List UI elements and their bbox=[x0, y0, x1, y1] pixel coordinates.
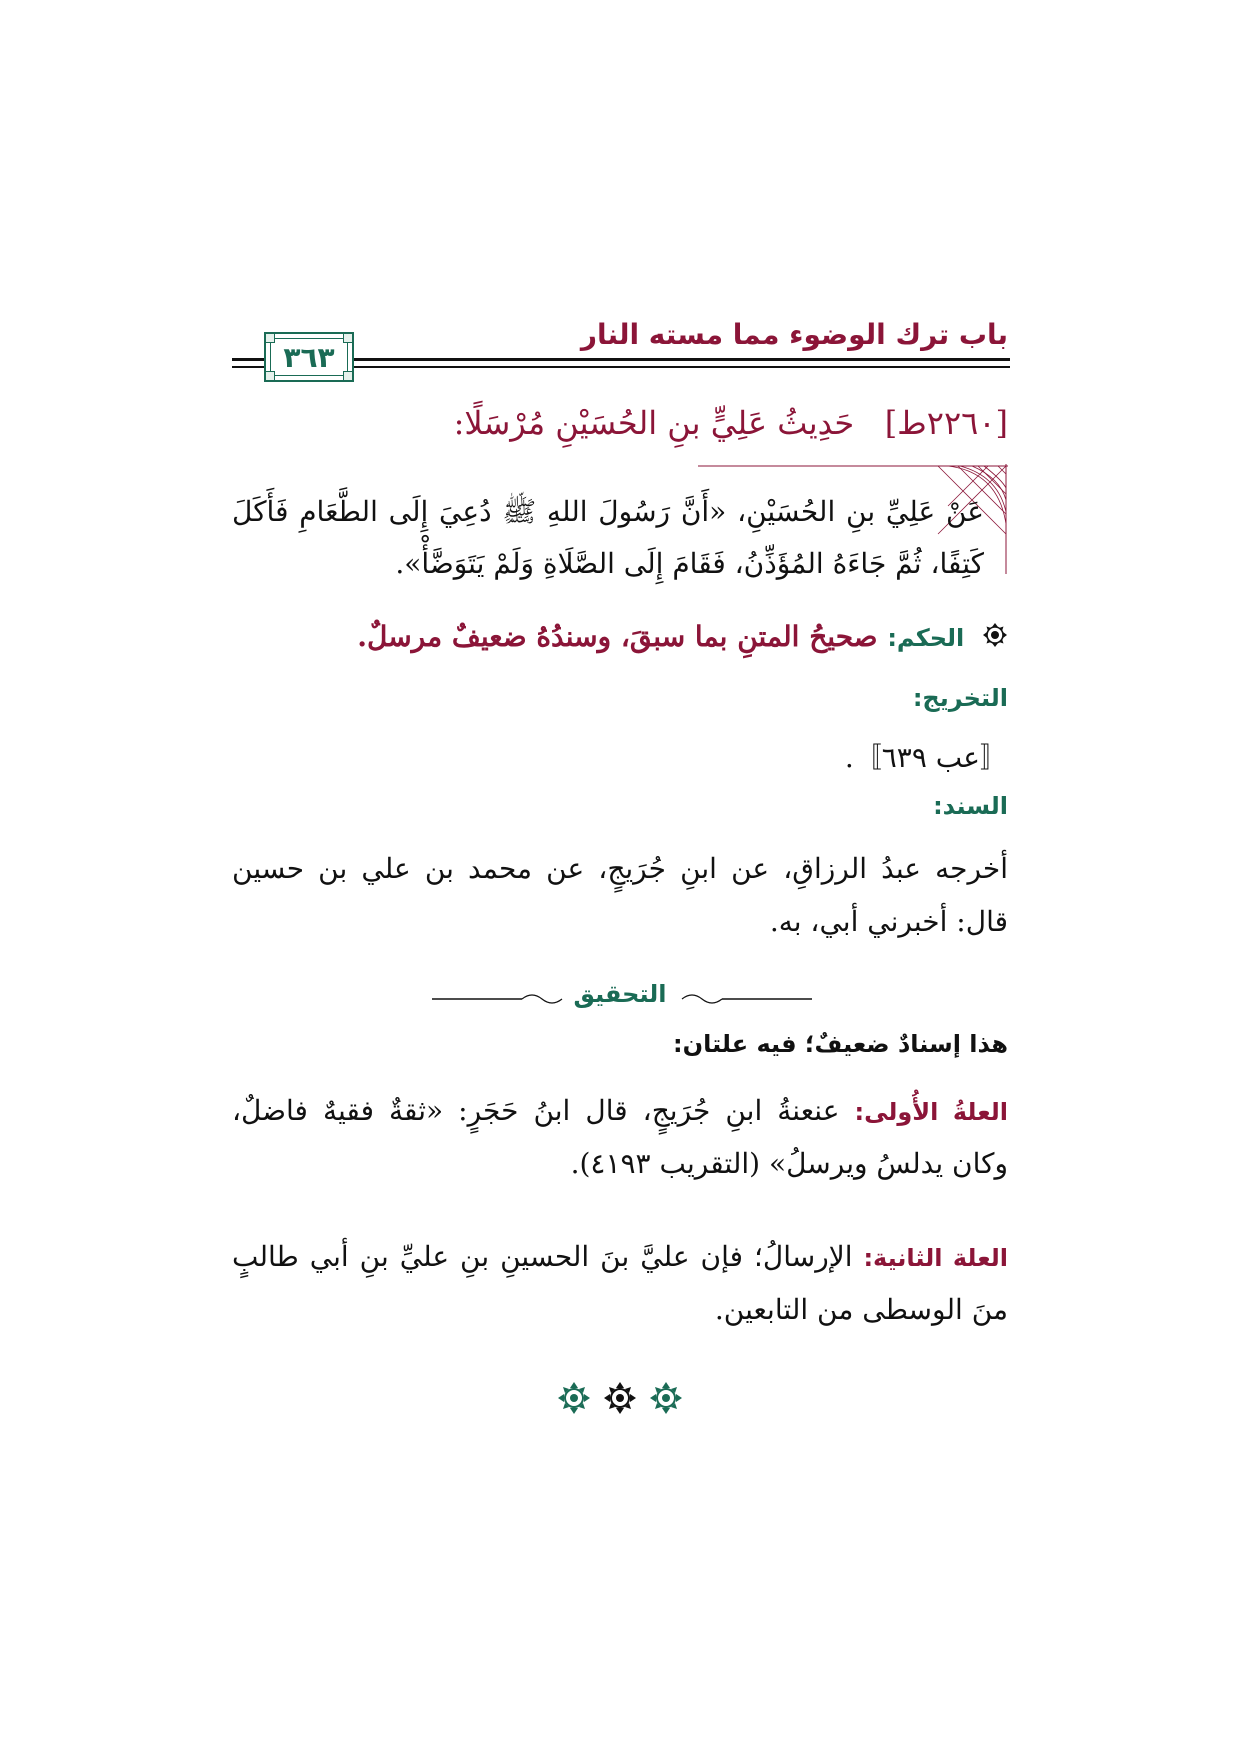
hadith-text: عَنْ عَلِيِّ بنِ الحُسَيْنِ، «أَنَّ رَسُولَ اللهِ ﷺ دُعِيَ إِلَى الطَّعَامِ فَأَكَلَ كَتِفًا، ثُمَّ جَاءَهُ المُؤَذِّنُ، فَقَامَ إِلَى الصَّلَاةِ وَلَمْ يَتَوَضَّأْ». bbox=[232, 495, 984, 580]
tahqiq-heading: التحقيق bbox=[573, 980, 667, 1008]
tahqiq-summary: هذا إسنادٌ ضعيفٌ؛ فيه علتان: bbox=[673, 1030, 1008, 1058]
hadith-heading bbox=[454, 404, 1008, 442]
sanad-text: أخرجه عبدُ الرزاقِ، عن ابنِ جُرَيجٍ، عن محمد بن علي بن حسين قال: أخبرني أبي، به. bbox=[232, 852, 1008, 939]
flower-ornament-icon bbox=[602, 1380, 638, 1416]
flower-ornament-icon bbox=[982, 622, 1008, 655]
takhrij-reference: 〚عب ٦٣٩〛. bbox=[844, 741, 1008, 774]
first-defect-text: عنعنةُ ابنِ جُرَيجٍ، قال ابنُ حَجَرٍ: «ثقةٌ فقيهٌ فاضلٌ، وكان يدلسُ ويرسلُ» (التقريب ٤١٩٣). bbox=[232, 1094, 1008, 1181]
page-number: ٣٦٣ bbox=[283, 340, 335, 374]
page-number-frame bbox=[264, 332, 354, 382]
ruling-line bbox=[357, 620, 1008, 655]
takhrij-label: التخريج: bbox=[912, 684, 1008, 712]
end-ornaments bbox=[0, 1380, 1240, 1420]
flower-ornament-icon bbox=[648, 1380, 684, 1416]
sanad-label: السند: bbox=[933, 792, 1008, 820]
hadith-ref: [٢٢٦٠ط] bbox=[884, 404, 1008, 442]
ruling-label: الحكم: bbox=[887, 624, 965, 652]
running-head-title: باب ترك الوضوء مما مسته النار bbox=[580, 318, 1008, 351]
second-defect-label: العلة الثانية: bbox=[863, 1244, 1008, 1272]
first-defect-label: العلةُ الأُولى: bbox=[854, 1098, 1009, 1126]
flower-ornament-icon bbox=[556, 1380, 592, 1416]
ruling-text: صحيحُ المتنِ بما سبقَ، وسندُهُ ضعيفٌ مرسلٌ. bbox=[357, 620, 878, 653]
hadith-title: حَدِيثُ عَلِيٍّ بنِ الحُسَيْنِ مُرْسَلًا: bbox=[453, 404, 855, 442]
second-defect-paragraph bbox=[232, 1230, 1008, 1336]
first-defect-paragraph bbox=[232, 1084, 1008, 1190]
second-defect-text: الإرسالُ؛ فإن عليَّ بنَ الحسينِ بنِ عليِّ بنِ أبي طالبٍ منَ الوسطى من التابعين. bbox=[232, 1240, 1008, 1327]
